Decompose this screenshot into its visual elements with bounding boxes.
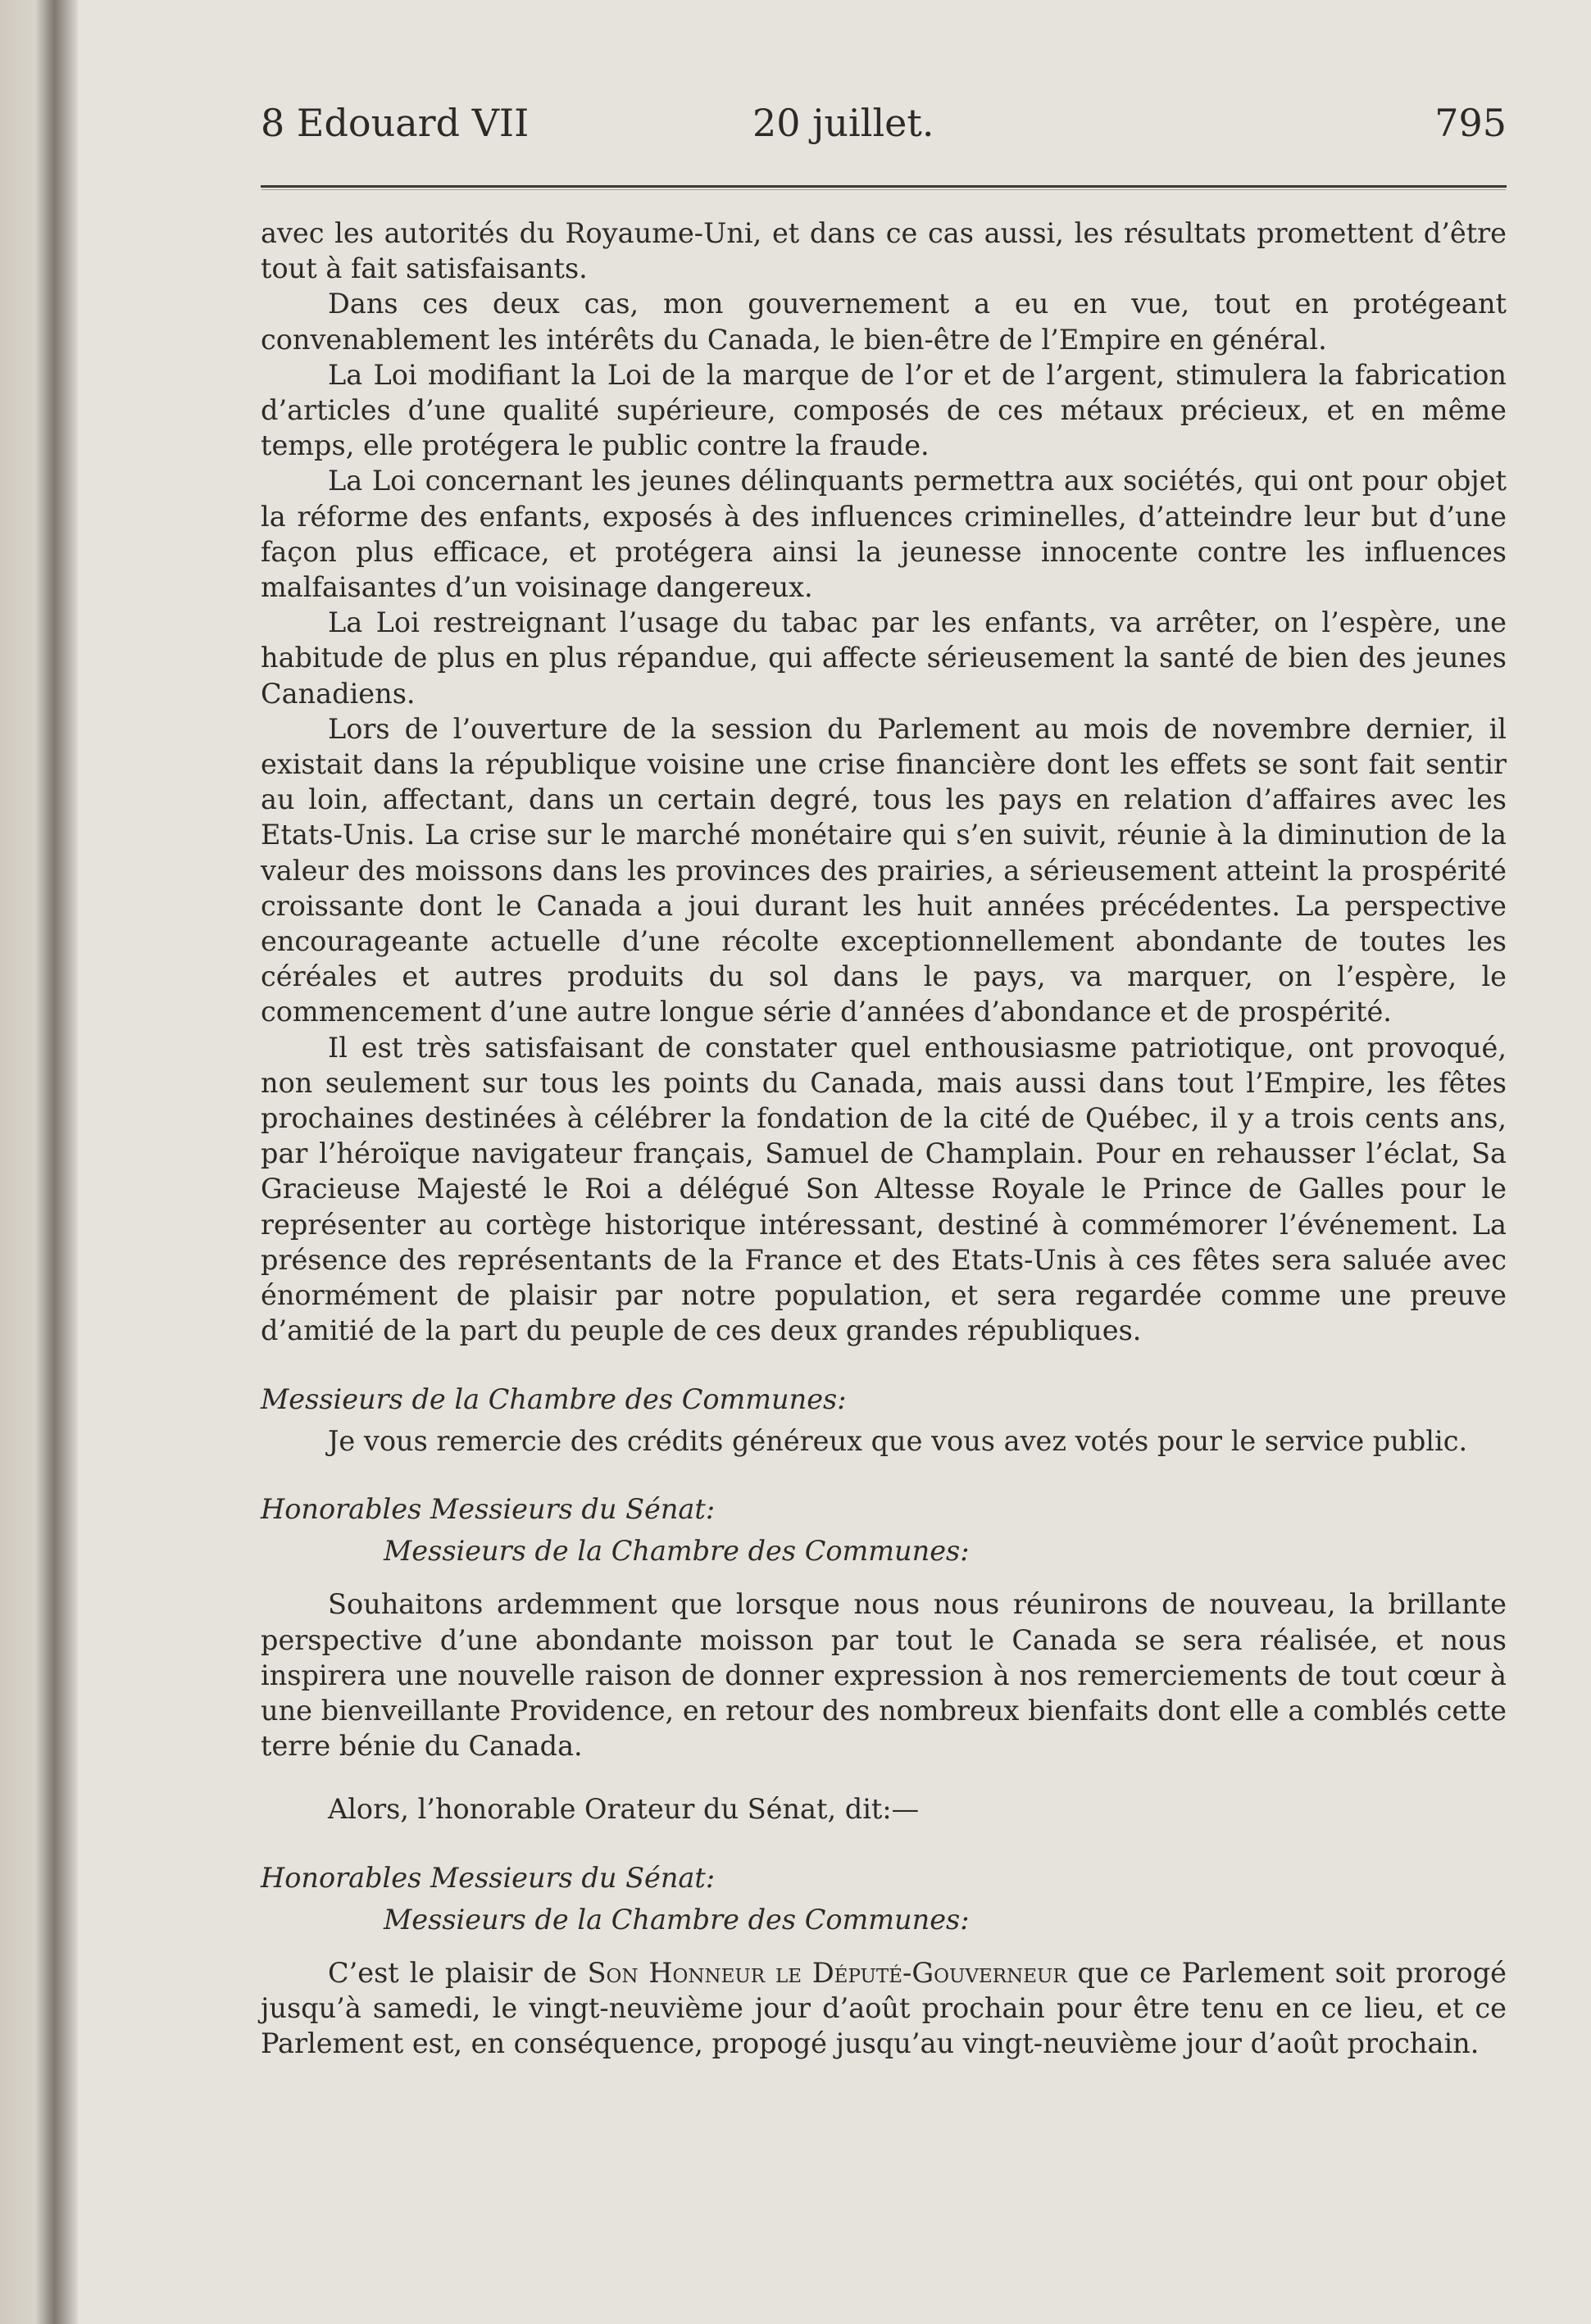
book-spine-shadow (0, 0, 78, 2324)
paragraph: La Loi modifiant la Loi de la marque de l’or et de l’argent, stimulera la fabrication d’articles d’une qualité supérieure, composés de ces métaux précieux, et en même temps, elle protégera le public contre la fraude. (261, 358, 1507, 462)
address-commons: Messieurs de la Chambre des Communes: (384, 1535, 970, 1568)
running-head (261, 90, 1507, 156)
page-number: 795 (1434, 101, 1507, 145)
address-commons: Messieurs de la Chambre des Communes: (261, 1382, 847, 1415)
small-caps-title: Son Honneur le Député-Gouverneur (587, 1956, 1067, 1989)
paragraph: La Loi restreignant l’usage du tabac par les enfants, va arrêter, on l’espère, une habitude de plus en plus répandue, qui affecte sérieusement la santé de bien des jeunes Canadiens. (261, 606, 1507, 710)
paragraph: Alors, l’honorable Orateur du Sénat, dit:— (328, 1793, 920, 1826)
header-date: 20 juillet. (752, 101, 934, 145)
prorogation-paragraph (261, 1955, 1507, 2062)
paragraph: avec les autorités du Royaume-Uni, et dans ce cas aussi, les résultats promettent d’être tout à fait satisfaisants. (261, 217, 1507, 285)
paragraph: Il est très satisfaisant de constater quel enthousiasme patriotique, ont provoqué, non seulement sur tous les points du Canada, mais aussi dans tout l’Empire, les fêtes prochaines destinées à célébrer la fondation de la cité de Québec, il y a trois cents ans, par l’héroïque navigateur français, Samuel de Champlain. Pour en rehausser l’éclat, Sa Gracieuse Majesté le Roi a délégué Son Altesse Royale le Prince de Galles pour le représenter au cortège historique intéressant, destiné à commémorer l’événement. La présence des représentants de la France et des Etats-Unis à ces fêtes sera saluée avec énormément de plaisir par notre population, et sera regardée comme une preuve d’amitié de la part du peuple de ces deux grandes républiques. (261, 1031, 1507, 1347)
paragraph: Lors de l’ouverture de la session du Parlement au mois de novembre dernier, il existait dans la république voisine une crise financière dont les effets se sont fait sentir au loin, affectant, dans un certain degré, tous les pays en relation d’affaires avec les Etats-Unis. La crise sur le marché monétaire qui s’en suivit, réunie à la diminution de la valeur des moissons dans les provinces des prairies, a sérieusement atteint la prospérité croissante dont le Canada a joui durant les huit années précédentes. La perspective encourageante actuelle d’une récolte exceptionnellement abondante de toutes les céréales et autres produits du sol dans le pays, va marquer, on l’espère, le commencement d’une autre longue série d’années d’abondance et de prospérité. (261, 712, 1507, 1028)
address-commons: Messieurs de la Chambre des Communes: (384, 1903, 970, 1936)
paragraph: La Loi concernant les jeunes délinquants permettra aux sociétés, qui ont pour objet la réforme des enfants, exposés à des influences criminelles, d’atteindre leur but d’une façon plus efficace, et protégera ainsi la jeunesse innocente contre les influences malfaisantes d’un voisinage dangereux. (261, 465, 1507, 604)
spacer (261, 1763, 1507, 1791)
paragraph: Souhaitons ardemment que lorsque nous nous réunirons de nouveau, la brillante perspective d’une abondante moisson par tout le Canada se sera réalisée, et nous inspirera une nouvelle raison de donner expression à nos remerciements de tout cœur à une bienveillante Providence, en retour des nombreux bienfaits dont elle a comblés cette terre bénie du Canada. (261, 1588, 1507, 1763)
address-senate: Honorables Messieurs du Sénat: (261, 1492, 716, 1525)
paragraph: Je vous remercie des crédits généreux que vous avez votés pour le service public. (328, 1424, 1468, 1457)
header-volume: 8 Edouard VII (261, 101, 530, 145)
paragraph-text: que ce Parlement soit prorogé jusqu’à samedi, le vingt-neuvième jour d’août prochain pour être tenu en ce lieu, et ce Parlement est, en conséquence, propogé jusqu’au vingt-neuvième jour d’août prochain. (261, 1956, 1507, 2060)
document-body (261, 216, 1507, 2062)
header-rule (261, 185, 1507, 188)
paragraph: Dans ces deux cas, mon gouvernement a eu en vue, tout en protégeant convenablement les intérêts du Canada, le bien-être de l’Empire en général. (261, 288, 1507, 356)
paragraph-text: C’est le plaisir de (328, 1956, 588, 1989)
address-senate: Honorables Messieurs du Sénat: (261, 1861, 716, 1894)
document-page (261, 90, 1507, 2062)
